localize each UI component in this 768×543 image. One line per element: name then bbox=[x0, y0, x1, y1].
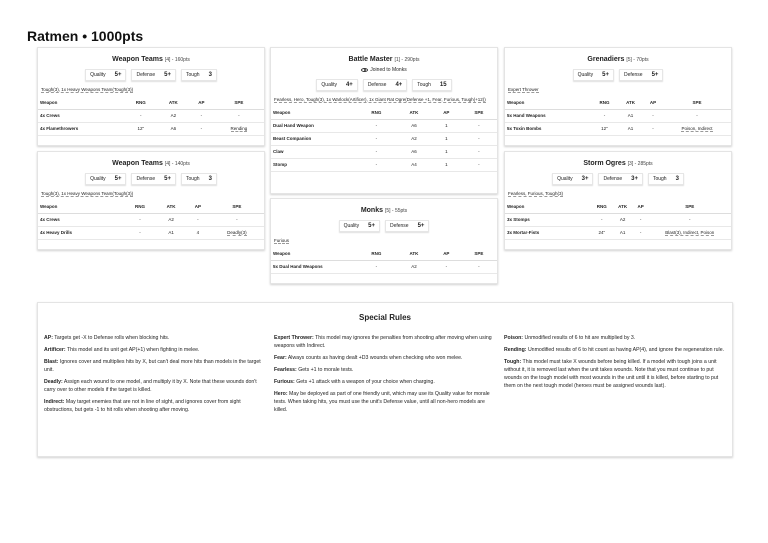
special-rule bbox=[44, 334, 266, 342]
col-rng: RNG bbox=[357, 247, 396, 260]
stat-label: Quality bbox=[343, 223, 360, 229]
stat-value: 5+ bbox=[164, 72, 171, 78]
stat-box bbox=[85, 173, 126, 185]
weapon-rng: - bbox=[124, 226, 156, 239]
weapon-rng: - bbox=[591, 213, 613, 226]
table-row bbox=[38, 109, 264, 122]
unit-title bbox=[38, 160, 264, 167]
table-row bbox=[38, 122, 264, 135]
weapon-spe: - bbox=[461, 132, 497, 145]
stat-box bbox=[363, 79, 407, 91]
unit-count-pts: [5] - 55pts bbox=[384, 208, 408, 214]
col-weapon: Weapon bbox=[38, 96, 124, 109]
table-row bbox=[271, 119, 497, 132]
weapon-atk: A6 bbox=[396, 119, 432, 132]
special-rule bbox=[44, 398, 266, 414]
col-weapon: Weapon bbox=[505, 96, 591, 109]
col-atk: ATK bbox=[396, 247, 432, 260]
special-rule bbox=[504, 358, 726, 390]
rule-text: Gets +1 attack with a weapon of your choice when charging. bbox=[296, 379, 435, 385]
col-spe: SPE bbox=[649, 200, 731, 213]
unit-title bbox=[505, 56, 731, 63]
col-rng: RNG bbox=[124, 96, 158, 109]
rule-text: Assign each wound to one model, and multiply it by X. Note that these wounds don't carry over to other models if the target is killed. bbox=[44, 379, 257, 393]
col-rng: RNG bbox=[124, 200, 156, 213]
weapon-atk: A1 bbox=[618, 122, 643, 135]
stat-value: 5+ bbox=[651, 72, 659, 78]
weapon-atk: A1 bbox=[613, 226, 633, 239]
weapon-ap: - bbox=[189, 109, 214, 122]
weapon-header-row bbox=[505, 96, 731, 109]
rule-name: Poison: bbox=[504, 335, 524, 341]
unit-count-pts: [5] - 70pts bbox=[626, 57, 649, 63]
col-atk: ATK bbox=[158, 96, 189, 109]
special-rule bbox=[274, 378, 496, 386]
stat-label: Quality bbox=[577, 72, 594, 78]
weapon-atk: A2 bbox=[158, 109, 189, 122]
stat-label: Defense bbox=[389, 223, 409, 229]
unit-rules: Expert Thrower bbox=[508, 87, 539, 92]
weapon-atk: A2 bbox=[156, 213, 186, 226]
stat-value: 3+ bbox=[581, 176, 589, 182]
unit-card bbox=[270, 198, 498, 284]
weapon-spe: Poison, Indirect bbox=[663, 122, 731, 135]
weapon-rng: - bbox=[357, 260, 396, 273]
weapon-name: Dual Hand Weapon bbox=[271, 119, 357, 132]
table-row bbox=[38, 213, 264, 226]
weapon-spe: Rending bbox=[214, 122, 264, 135]
weapon-name: Beast Companion bbox=[271, 132, 357, 145]
stat-row bbox=[505, 173, 731, 185]
special-rule bbox=[44, 358, 266, 374]
unit-name: Weapon Teams bbox=[112, 160, 163, 167]
rule-name: Tough: bbox=[504, 359, 522, 365]
weapon-spe: - bbox=[210, 213, 264, 226]
unit-name: Monks bbox=[360, 207, 383, 214]
special-rules-title: Special Rules bbox=[358, 313, 412, 322]
weapon-name: Claw bbox=[271, 145, 357, 158]
stat-label: Tough bbox=[652, 176, 667, 182]
special-rules-card bbox=[37, 302, 733, 457]
stat-label: Tough bbox=[417, 82, 431, 88]
stat-label: Tough bbox=[185, 72, 200, 78]
col-spe: SPE bbox=[214, 96, 264, 109]
weapon-ap: - bbox=[643, 109, 663, 122]
rule-text: Ignores cover and multiplies hits by X, but can't deal more hits than models in the target unit. bbox=[44, 359, 261, 373]
weapon-ap: - bbox=[189, 122, 214, 135]
unit-title bbox=[271, 56, 497, 63]
weapon-rng: - bbox=[357, 132, 396, 145]
weapon-table bbox=[505, 96, 731, 136]
stat-box bbox=[316, 79, 357, 91]
weapon-rng: - bbox=[124, 213, 156, 226]
unit-card bbox=[504, 47, 732, 146]
stat-label: Quality bbox=[321, 82, 337, 88]
stat-value: 4+ bbox=[395, 82, 403, 88]
weapon-spe: - bbox=[663, 109, 731, 122]
col-atk: ATK bbox=[613, 200, 633, 213]
rule-text: Targets get -X to Defense rolls when blocking hits. bbox=[54, 335, 170, 341]
col-atk: ATK bbox=[618, 96, 643, 109]
rule-name: Hero: bbox=[274, 391, 288, 397]
unit-rules: Fearless, Furious, Tough(3) bbox=[508, 191, 563, 196]
weapon-rng: - bbox=[357, 119, 396, 132]
stat-box bbox=[85, 69, 126, 81]
rule-name: Furious: bbox=[274, 379, 295, 385]
weapon-rng: 12" bbox=[124, 122, 158, 135]
unit-title bbox=[38, 56, 264, 63]
stat-label: Defense bbox=[136, 176, 156, 182]
weapon-header-row bbox=[271, 247, 497, 260]
weapon-atk: A1 bbox=[618, 109, 643, 122]
col-weapon: Weapon bbox=[271, 247, 357, 260]
weapon-ap: 1 bbox=[432, 158, 461, 171]
unit-count-pts: [1] - 290pts bbox=[394, 57, 420, 63]
rule-text: Unmodified results of 6 to hit count as having AP(4), and ignore the regeneration rule. bbox=[527, 347, 725, 353]
weapon-rng: - bbox=[591, 109, 618, 122]
special-rule bbox=[274, 390, 496, 414]
rule-name: Deadly: bbox=[44, 379, 63, 385]
col-rng: RNG bbox=[357, 106, 396, 119]
weapon-spe: - bbox=[461, 158, 497, 171]
unit-title bbox=[271, 207, 497, 214]
stat-value: 3 bbox=[208, 176, 212, 182]
rule-name: AP: bbox=[44, 335, 53, 341]
col-rng: RNG bbox=[591, 200, 613, 213]
stat-label: Tough bbox=[185, 176, 200, 182]
col-weapon: Weapon bbox=[38, 200, 124, 213]
stat-row bbox=[271, 79, 497, 91]
stat-value: 3 bbox=[675, 176, 679, 182]
rule-name: Fear: bbox=[274, 355, 287, 361]
weapon-ap: - bbox=[633, 226, 649, 239]
stat-label: Quality bbox=[90, 72, 106, 78]
unit-count-pts: [4] - 140pts bbox=[164, 161, 190, 167]
unit-rules: Furious bbox=[274, 238, 290, 243]
page-title: Ratmen • 1000pts bbox=[27, 28, 144, 44]
rule-text: Always counts as having dealt +D3 wounds when checking who won melee. bbox=[287, 355, 463, 361]
weapon-atk: A1 bbox=[156, 226, 186, 239]
joined-label bbox=[271, 67, 497, 73]
unit-name: Battle Master bbox=[348, 56, 393, 63]
weapon-rng: - bbox=[124, 109, 158, 122]
col-spe: SPE bbox=[210, 200, 264, 213]
weapon-ap: 1 bbox=[432, 132, 461, 145]
eye-icon bbox=[361, 68, 368, 72]
unit-title bbox=[505, 160, 731, 167]
stat-box bbox=[619, 69, 663, 81]
unit-count-pts: [4] - 160pts bbox=[164, 57, 190, 63]
weapon-spe: - bbox=[461, 145, 497, 158]
col-ap: AP bbox=[643, 96, 663, 109]
unit-name: Grenadiers bbox=[587, 56, 625, 63]
weapon-table bbox=[271, 247, 497, 274]
table-row bbox=[505, 109, 731, 122]
col-ap: AP bbox=[432, 247, 461, 260]
unit-name: Storm Ogres bbox=[583, 160, 626, 167]
rule-text: Gets +1 to morale tests. bbox=[298, 367, 354, 373]
weapon-header-row bbox=[271, 106, 497, 119]
stat-row bbox=[271, 220, 497, 232]
weapon-header-row bbox=[505, 200, 731, 213]
stat-box bbox=[131, 173, 175, 185]
unit-card bbox=[270, 47, 498, 194]
col-rng: RNG bbox=[591, 96, 618, 109]
weapon-name: 5x Hand Weapons bbox=[505, 109, 591, 122]
table-row bbox=[505, 226, 731, 239]
stat-value: 5+ bbox=[114, 176, 122, 182]
col-ap: AP bbox=[189, 96, 214, 109]
unit-rules: Fearless, Hero, Tough(3), 1x Warlock(Artificer), 1x Giant Rat Ogre(Defense +1, Fear, Furious, Tough(+12)) bbox=[274, 97, 486, 102]
weapon-name: 4x Flamethrowers bbox=[38, 122, 124, 135]
table-row bbox=[271, 145, 497, 158]
stat-value: 15 bbox=[439, 82, 447, 88]
rule-text: May target enemies that are not in line of sight, and ignores cover from sight obstructions, but gets -1 to hit rolls when shooting after moving. bbox=[44, 399, 241, 413]
weapon-table bbox=[38, 96, 264, 136]
stat-row bbox=[38, 69, 264, 81]
col-ap: AP bbox=[432, 106, 461, 119]
weapon-rng: - bbox=[357, 145, 396, 158]
col-spe: SPE bbox=[663, 96, 731, 109]
special-rules-column bbox=[504, 334, 726, 418]
weapon-rng: 24" bbox=[591, 226, 613, 239]
table-row bbox=[505, 213, 731, 226]
stat-label: Quality bbox=[90, 176, 106, 182]
col-spe: SPE bbox=[461, 247, 497, 260]
weapon-atk: A2 bbox=[396, 260, 432, 273]
stat-value: 4+ bbox=[345, 82, 353, 88]
unit-rules: Tough(3), 1x Heavy Weapons Team(Tough(3)) bbox=[41, 191, 134, 196]
unit-rules: Tough(3), 1x Heavy Weapons Team(Tough(3)) bbox=[41, 87, 134, 92]
col-ap: AP bbox=[633, 200, 649, 213]
weapon-spe: - bbox=[461, 119, 497, 132]
weapon-rng: 12" bbox=[591, 122, 618, 135]
weapon-ap: - bbox=[633, 213, 649, 226]
weapon-ap: 1 bbox=[432, 145, 461, 158]
weapon-table bbox=[38, 200, 264, 240]
col-ap: AP bbox=[186, 200, 210, 213]
rule-name: Expert Thrower: bbox=[274, 335, 314, 341]
weapon-rng: - bbox=[357, 158, 396, 171]
special-rule bbox=[504, 334, 726, 342]
table-row bbox=[271, 132, 497, 145]
rule-text: This model may ignores the penalties from shooting after moving when using weapons with Indirect. bbox=[274, 335, 492, 349]
weapon-spe: - bbox=[649, 213, 731, 226]
weapon-ap: - bbox=[186, 213, 210, 226]
special-rules-columns bbox=[38, 334, 732, 418]
weapon-name: Stomp bbox=[271, 158, 357, 171]
weapon-name: 3x Stomps bbox=[505, 213, 591, 226]
col-atk: ATK bbox=[156, 200, 186, 213]
rule-name: Blast: bbox=[44, 359, 59, 365]
rule-text: This model and its unit get AP(+1) when fighting in melee. bbox=[66, 347, 200, 353]
weapon-name: 4x Crews bbox=[38, 213, 124, 226]
weapon-atk: A6 bbox=[396, 145, 432, 158]
stat-value: 5+ bbox=[368, 223, 375, 229]
col-weapon: Weapon bbox=[505, 200, 591, 213]
stat-box bbox=[385, 220, 429, 232]
weapon-name: 3x Mortar-Fists bbox=[505, 226, 591, 239]
stat-value: 3+ bbox=[631, 176, 638, 182]
stat-box bbox=[552, 173, 593, 185]
weapon-atk: A4 bbox=[396, 158, 432, 171]
unit-count-pts: [3] - 285pts bbox=[627, 161, 653, 167]
weapon-table bbox=[505, 200, 731, 240]
col-weapon: Weapon bbox=[271, 106, 357, 119]
special-rule bbox=[44, 346, 266, 354]
rule-text: Unmodified results of 6 to hit are multiplied by 3. bbox=[524, 335, 636, 341]
stat-value: 5+ bbox=[164, 176, 171, 182]
stat-value: 5+ bbox=[602, 72, 609, 78]
stat-value: 5+ bbox=[114, 72, 122, 78]
rule-name: Fearless: bbox=[274, 367, 297, 373]
stat-row bbox=[38, 173, 264, 185]
weapon-name: 4x Heavy Drills bbox=[38, 226, 124, 239]
stat-label: Defense bbox=[367, 82, 387, 88]
weapon-name: 5x Dual Hand Weapons bbox=[271, 260, 357, 273]
table-row bbox=[271, 158, 497, 171]
stat-label: Quality bbox=[557, 176, 573, 182]
weapon-ap: 4 bbox=[186, 226, 210, 239]
stat-box bbox=[573, 69, 614, 81]
weapon-header-row bbox=[38, 96, 264, 109]
stat-label: Defense bbox=[603, 176, 623, 182]
special-rule bbox=[274, 334, 496, 350]
weapon-spe: Blast(3), Indirect, Poison bbox=[649, 226, 731, 239]
stat-box bbox=[181, 173, 217, 185]
joined-text: Joined to Monks bbox=[370, 67, 407, 73]
special-rule bbox=[44, 378, 266, 394]
stat-value: 5+ bbox=[417, 223, 425, 229]
table-row bbox=[38, 226, 264, 239]
weapon-header-row bbox=[38, 200, 264, 213]
stat-box bbox=[181, 69, 217, 81]
stat-box bbox=[412, 79, 451, 91]
weapon-ap: - bbox=[643, 122, 663, 135]
weapon-ap: 1 bbox=[432, 119, 461, 132]
unit-card bbox=[37, 47, 265, 146]
rule-name: Artificer: bbox=[44, 347, 66, 353]
table-row bbox=[271, 260, 497, 273]
stat-row bbox=[505, 69, 731, 81]
col-atk: ATK bbox=[396, 106, 432, 119]
weapon-name: 4x Crews bbox=[38, 109, 124, 122]
unit-name: Weapon Teams bbox=[112, 56, 163, 63]
weapon-spe: Deadly(3) bbox=[210, 226, 264, 239]
weapon-atk: A6 bbox=[158, 122, 189, 135]
table-row bbox=[505, 122, 731, 135]
stat-box bbox=[131, 69, 175, 81]
weapon-atk: A2 bbox=[613, 213, 633, 226]
stat-box bbox=[598, 173, 642, 185]
stat-box bbox=[339, 220, 380, 232]
stat-box bbox=[648, 173, 684, 185]
unit-card bbox=[37, 151, 265, 250]
special-rule bbox=[504, 346, 726, 354]
col-spe: SPE bbox=[461, 106, 497, 119]
unit-card bbox=[504, 151, 732, 250]
rule-name: Indirect: bbox=[44, 399, 65, 405]
weapon-ap: - bbox=[432, 260, 461, 273]
rule-text: This model must take X wounds before being killed. If a model with tough joins a unit without it, it is removed last when the unit takes wounds. Note that you must continue to put wounds on the tough model with most wounds in the unit until it is killed, before starting to put them on the next tough model (heroes must be assigned wounds last). bbox=[504, 359, 719, 389]
special-rules-column bbox=[274, 334, 496, 418]
weapon-spe: - bbox=[461, 260, 497, 273]
rule-name: Rending: bbox=[504, 347, 527, 353]
stat-value: 3 bbox=[208, 72, 212, 78]
weapon-table bbox=[271, 106, 497, 172]
weapon-name: 5x Toxin Bombs bbox=[505, 122, 591, 135]
weapon-atk: A2 bbox=[396, 132, 432, 145]
special-rules-column bbox=[44, 334, 266, 418]
weapon-spe: - bbox=[214, 109, 264, 122]
rule-text: May be deployed as part of one friendly unit, which may use its Quality value for morale tests. When taking hits, you must use the unit's Defense value, until all non-hero models are killed. bbox=[274, 391, 490, 413]
stat-label: Defense bbox=[623, 72, 643, 78]
special-rule bbox=[274, 354, 496, 362]
special-rule bbox=[274, 366, 496, 374]
stat-label: Defense bbox=[136, 72, 156, 78]
